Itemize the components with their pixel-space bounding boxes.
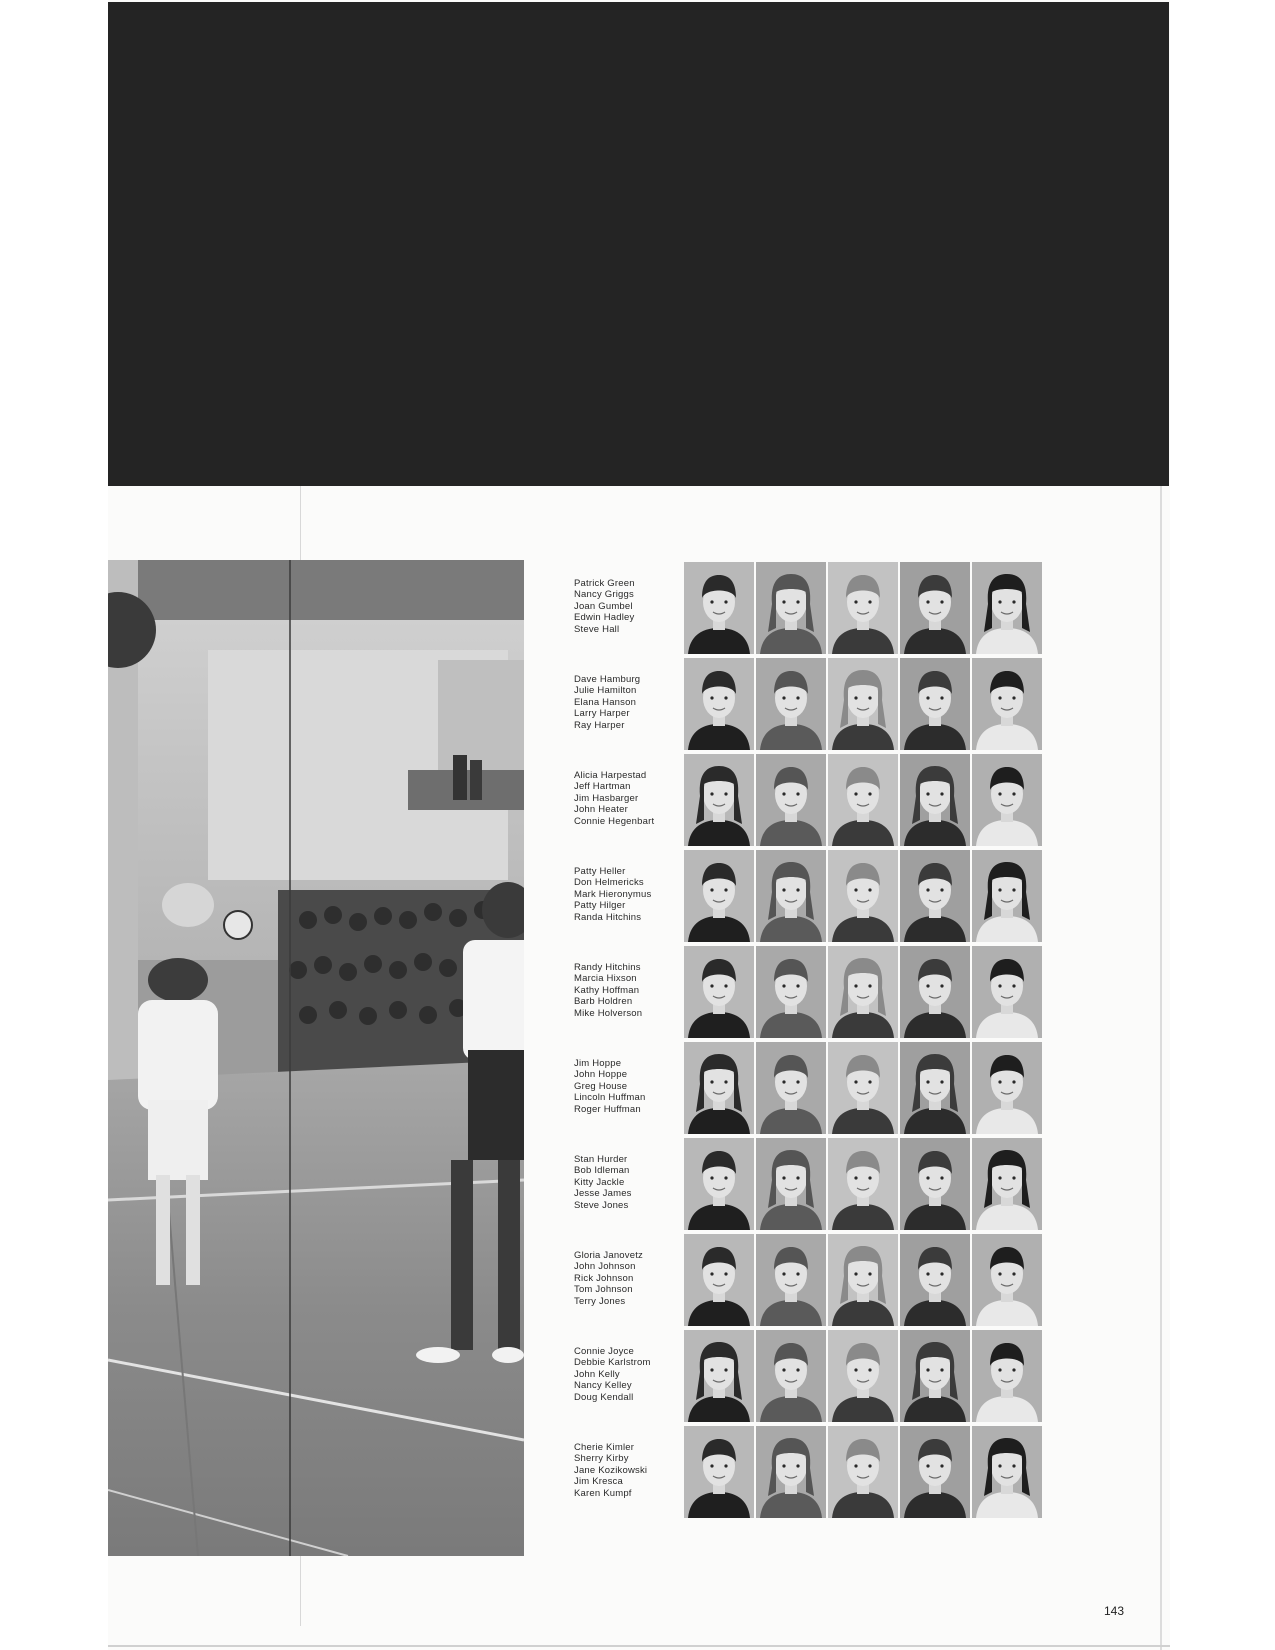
student-portrait [756,1234,826,1326]
portrait-strip [684,658,1042,750]
black-header-block [108,2,1169,486]
student-portrait [828,1138,898,1230]
student-name: Roger Huffman [574,1103,641,1115]
student-portrait [684,1138,754,1230]
student-row [566,1232,1046,1324]
student-portrait [828,850,898,942]
student-portrait [900,658,970,750]
student-portrait [972,1426,1042,1518]
portrait-icon [828,562,898,654]
student-name: Stan Hurder [574,1154,628,1165]
student-portrait [972,562,1042,654]
portrait-icon [684,850,754,942]
portrait-icon [828,1234,898,1326]
student-portrait [756,1042,826,1134]
student-name: Ray Harper [574,719,625,731]
portrait-icon [684,754,754,846]
student-row [566,656,1046,748]
student-portrait [900,850,970,942]
student-portrait [828,658,898,750]
page-number: 143 [1104,1604,1125,1618]
portrait-icon [972,946,1042,1038]
student-name: Greg House [574,1080,628,1092]
portrait-icon [684,946,754,1038]
student-portrait [756,562,826,654]
student-row [566,752,1046,844]
portrait-icon [756,1426,826,1518]
student-name: Patty Heller [574,866,626,877]
portrait-icon [972,1042,1042,1134]
page-edge-right [1160,486,1162,1650]
student-portrait [684,1426,754,1518]
student-name: Patty Hilger [574,900,626,912]
student-portrait [756,1138,826,1230]
student-name: Alicia Harpestad [574,770,647,781]
student-portrait [684,658,754,750]
portrait-icon [900,658,970,750]
student-portrait [828,562,898,654]
student-name: John Johnson [574,1261,636,1273]
portrait-icon [684,1426,754,1518]
portrait-strip [684,1138,1042,1230]
portrait-strip [684,946,1042,1038]
student-portrait [828,946,898,1038]
student-portrait [828,754,898,846]
name-list [574,1154,684,1211]
portrait-icon [972,1138,1042,1230]
student-name: John Heater [574,804,628,816]
portrait-icon [972,850,1042,942]
student-name: Mark Hieronymus [574,888,652,900]
student-portrait [684,850,754,942]
portrait-icon [684,1138,754,1230]
student-name: Karen Kumpf [574,1487,632,1499]
portrait-icon [828,1426,898,1518]
student-portrait [756,1426,826,1518]
portrait-icon [684,562,754,654]
name-list [574,1058,684,1115]
student-portrait [828,1426,898,1518]
student-name: Kitty Jackle [574,1176,625,1188]
portrait-strip [684,562,1042,654]
student-name: Julie Hamilton [574,685,637,697]
student-portrait [756,754,826,846]
portrait-icon [828,1042,898,1134]
student-portrait [972,658,1042,750]
portrait-icon [756,1138,826,1230]
student-portrait [972,946,1042,1038]
student-portrait [900,1138,970,1230]
student-portrait [828,1234,898,1326]
student-name: Jim Kresca [574,1476,623,1488]
student-row [566,1040,1046,1132]
portrait-icon [972,562,1042,654]
student-name: Gloria Janovetz [574,1250,644,1261]
student-portrait [684,1042,754,1134]
student-name: Cherie Kimler [574,1442,635,1453]
gymnasium-photo [108,560,524,1556]
portrait-icon [900,850,970,942]
student-name: Sherry Kirby [574,1453,629,1465]
student-name: Debbie Karlstrom [574,1357,651,1369]
portrait-strip [684,754,1042,846]
portrait-icon [756,1330,826,1422]
student-name: Bob Idleman [574,1165,630,1177]
student-portrait [900,1426,970,1518]
student-name: Edwin Hadley [574,612,635,624]
portrait-icon [756,1234,826,1326]
student-portrait [684,562,754,654]
student-row [566,944,1046,1036]
student-name: Randa Hitchins [574,911,642,923]
student-portrait [828,1330,898,1422]
portrait-strip [684,1426,1042,1518]
student-name: Barb Holdren [574,996,633,1008]
student-name: Steve Jones [574,1199,629,1211]
student-portrait [756,850,826,942]
portrait-strip [684,850,1042,942]
portrait-icon [900,754,970,846]
student-name: Joan Gumbel [574,600,633,612]
student-portrait [972,1234,1042,1326]
portrait-icon [900,1426,970,1518]
portrait-icon [684,1234,754,1326]
portrait-icon [972,1330,1042,1422]
student-name: Jeff Hartman [574,781,631,793]
student-portrait [684,1234,754,1326]
student-row [566,1424,1046,1516]
student-name: Don Helmericks [574,877,644,889]
portrait-icon [756,658,826,750]
portrait-icon [900,1138,970,1230]
student-row [566,1136,1046,1228]
student-name: Randy Hitchins [574,962,641,973]
name-list [574,962,684,1019]
student-name: John Kelly [574,1368,620,1380]
student-name: Larry Harper [574,708,630,720]
student-portrait [756,946,826,1038]
name-list [574,1250,684,1307]
student-portrait [972,754,1042,846]
student-portrait [972,1042,1042,1134]
student-portrait [900,1042,970,1134]
portrait-icon [972,754,1042,846]
portrait-icon [828,850,898,942]
student-name: Tom Johnson [574,1284,633,1296]
portrait-icon [756,1042,826,1134]
student-row [566,1328,1046,1420]
student-name: Connie Hegenbart [574,815,655,827]
student-name: Steve Hall [574,623,620,635]
portrait-icon [900,562,970,654]
name-list [574,674,684,731]
student-name: Lincoln Huffman [574,1092,646,1104]
student-portrait [972,1330,1042,1422]
student-portrait [900,754,970,846]
student-portrait [972,850,1042,942]
student-name: John Hoppe [574,1069,628,1081]
student-portrait [900,946,970,1038]
student-name: Doug Kendall [574,1391,634,1403]
student-name: Dave Hamburg [574,674,641,685]
student-name: Rick Johnson [574,1272,634,1284]
student-portrait [684,1330,754,1422]
student-name: Terry Jones [574,1295,626,1307]
portrait-icon [972,658,1042,750]
student-name: Nancy Kelley [574,1380,632,1392]
portrait-icon [828,1330,898,1422]
student-portrait [900,562,970,654]
student-name: Jane Kozikowski [574,1464,648,1476]
portrait-icon [828,946,898,1038]
portrait-icon [828,1138,898,1230]
portrait-icon [900,946,970,1038]
name-list [574,1442,684,1499]
student-portrait [828,1042,898,1134]
student-name: Mike Holverson [574,1007,643,1019]
portrait-icon [972,1426,1042,1518]
student-portrait [972,1138,1042,1230]
name-list [574,578,684,635]
portrait-icon [828,754,898,846]
student-name: Kathy Hoffman [574,984,640,996]
student-name: Jim Hoppe [574,1058,622,1069]
student-portrait [684,754,754,846]
name-list [574,770,684,827]
student-portrait [684,946,754,1038]
name-list [574,1346,684,1403]
portrait-strip [684,1330,1042,1422]
student-portrait [900,1234,970,1326]
student-name: Nancy Griggs [574,589,634,601]
name-list [574,866,684,923]
portrait-icon [684,658,754,750]
page-edge-bottom [108,1645,1170,1647]
student-name: Patrick Green [574,578,635,589]
portrait-icon [684,1042,754,1134]
portrait-icon [756,946,826,1038]
portrait-icon [756,562,826,654]
student-portrait [756,658,826,750]
student-name: Connie Joyce [574,1346,634,1357]
portrait-icon [900,1042,970,1134]
portrait-icon [900,1330,970,1422]
portrait-icon [756,850,826,942]
portrait-icon [972,1234,1042,1326]
portrait-icon [828,658,898,750]
student-name: Elana Hanson [574,696,637,708]
student-portrait [900,1330,970,1422]
portrait-strip [684,1234,1042,1326]
portrait-strip [684,1042,1042,1134]
student-name: Jesse James [574,1188,632,1200]
portrait-icon [684,1330,754,1422]
portrait-icon [756,754,826,846]
portrait-icon [900,1234,970,1326]
student-portrait [756,1330,826,1422]
student-row [566,560,1046,652]
student-row [566,848,1046,940]
student-name: Marcia Hixson [574,973,637,985]
student-name: Jim Hasbarger [574,792,639,804]
